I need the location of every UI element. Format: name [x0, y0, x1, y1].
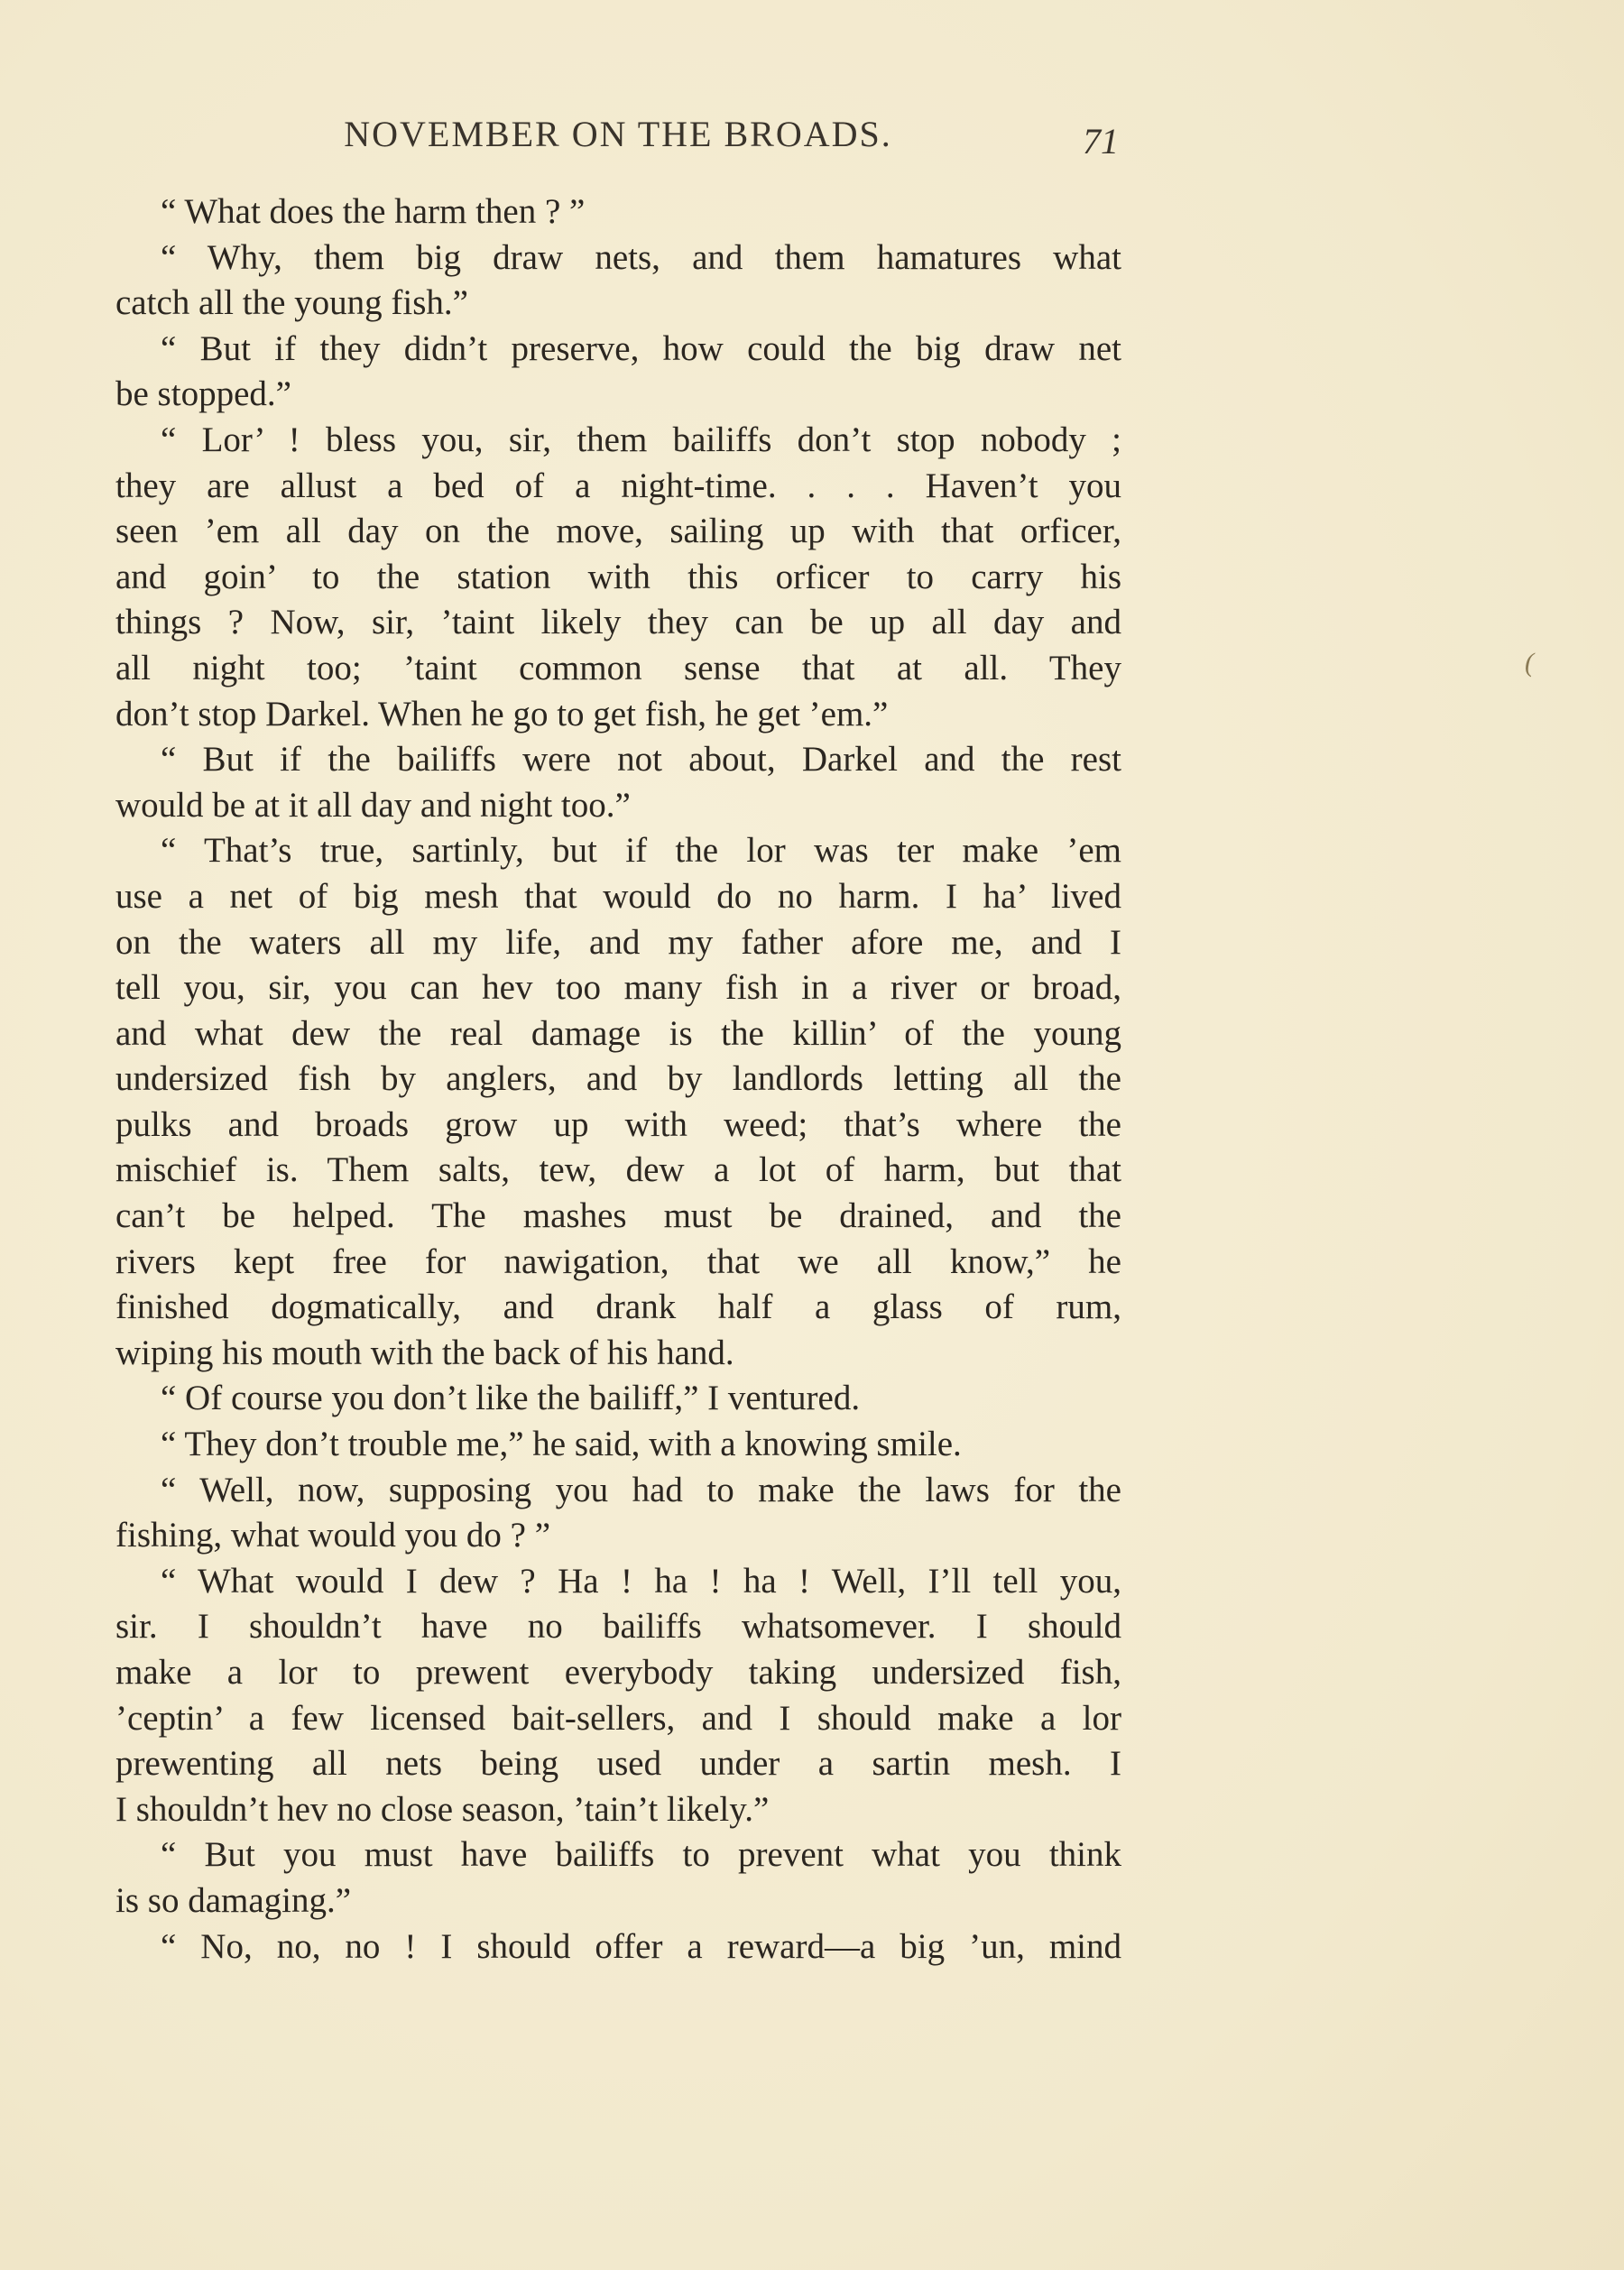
text-line: “ That’s true, sartinly, but if the lor was ter make ’em	[161, 831, 1121, 871]
text-line: make a lor to prewent everybody taking undersized fish,	[115, 1653, 1121, 1692]
text-line: I shouldn’t hev no close season, ’tain’t likely.”	[115, 1789, 770, 1829]
text-line: they are allust a bed of a night-time. . . . Haven’t you	[115, 466, 1121, 505]
text-line: “ No, no, no ! I should offer a reward—a big ’un, mind	[161, 1926, 1121, 1966]
text-line: catch all the young fish.”	[115, 283, 468, 323]
text-line: sir. I shouldn’t have no bailiffs whatsomever. I should	[115, 1607, 1121, 1647]
text-line: wiping his mouth with the back of his hand.	[115, 1333, 734, 1372]
text-line: finished dogmatically, and drank half a glass of rum,	[115, 1287, 1121, 1327]
text-line: and goin’ to the station with this orficer to carry his	[115, 557, 1121, 596]
text-line: “ They don’t trouble me,” he said, with a knowing smile.	[161, 1425, 962, 1464]
text-line: ’ceptin’ a few licensed bait-sellers, and I should make a lor	[115, 1698, 1121, 1738]
page-number: 71	[1083, 121, 1119, 161]
text-line: can’t be helped. The mashes must be drained, and the	[115, 1196, 1121, 1236]
text-line: on the waters all my life, and my father afore me, and I	[115, 922, 1121, 962]
text-line: don’t stop Darkel. When he go to get fish, he get ’em.”	[115, 694, 889, 734]
text-line: “ But if they didn’t preserve, how could the big draw net	[161, 328, 1121, 368]
text-line: “ Well, now, supposing you had to make the laws for the	[161, 1470, 1121, 1509]
text-line: pulks and broads grow up with weed; that’s where the	[115, 1104, 1121, 1144]
text-line: seen ’em all day on the move, sailing up with that orficer,	[115, 512, 1121, 551]
text-line: fishing, what would you do ? ”	[115, 1516, 551, 1555]
text-line: “ Why, them big draw nets, and them hamatures what	[161, 237, 1121, 277]
text-line: and what dew the real damage is the killin’ of the young	[115, 1013, 1121, 1053]
text-line: be stopped.”	[115, 374, 291, 414]
margin-mark: (	[1525, 648, 1534, 678]
text-line: “ But if the bailiffs were not about, Darkel and the rest	[161, 740, 1121, 780]
text-line: prewenting all nets being used under a sartin mesh. I	[115, 1744, 1121, 1784]
text-line: “ But you must have bailiffs to prevent what you think	[161, 1835, 1121, 1875]
text-line: “ Lor’ ! bless you, sir, them bailiffs don’t stop nobody ;	[161, 420, 1121, 459]
text-line: “ What would I dew ? Ha ! ha ! ha ! Well, I’ll tell you,	[161, 1561, 1121, 1601]
text-line: would be at it all day and night too.”	[115, 785, 631, 825]
text-line: things ? Now, sir, ’taint likely they can be up all day and	[115, 603, 1121, 642]
text-line: “ What does the harm then ? ”	[161, 192, 586, 231]
text-line: tell you, sir, you can hev too many fish in a river or broad,	[115, 968, 1121, 1008]
text-line: is so damaging.”	[115, 1880, 352, 1920]
text-line: mischief is. Them salts, tew, dew a lot of harm, but that	[115, 1150, 1121, 1190]
text-line: rivers kept free for nawigation, that we all know,” he	[115, 1241, 1121, 1281]
text-line: all night too; ’taint common sense that at all. They	[115, 648, 1121, 687]
text-line: “ Of course you don’t like the bailiff,” I ventured.	[161, 1379, 861, 1418]
text-line: use a net of big mesh that would do no harm. I ha’ lived	[115, 876, 1121, 916]
body-text	[115, 189, 1121, 1970]
text-line: undersized fish by anglers, and by landlords letting all the	[115, 1059, 1121, 1099]
running-title: NOVEMBER ON THE BROADS.	[344, 114, 892, 154]
